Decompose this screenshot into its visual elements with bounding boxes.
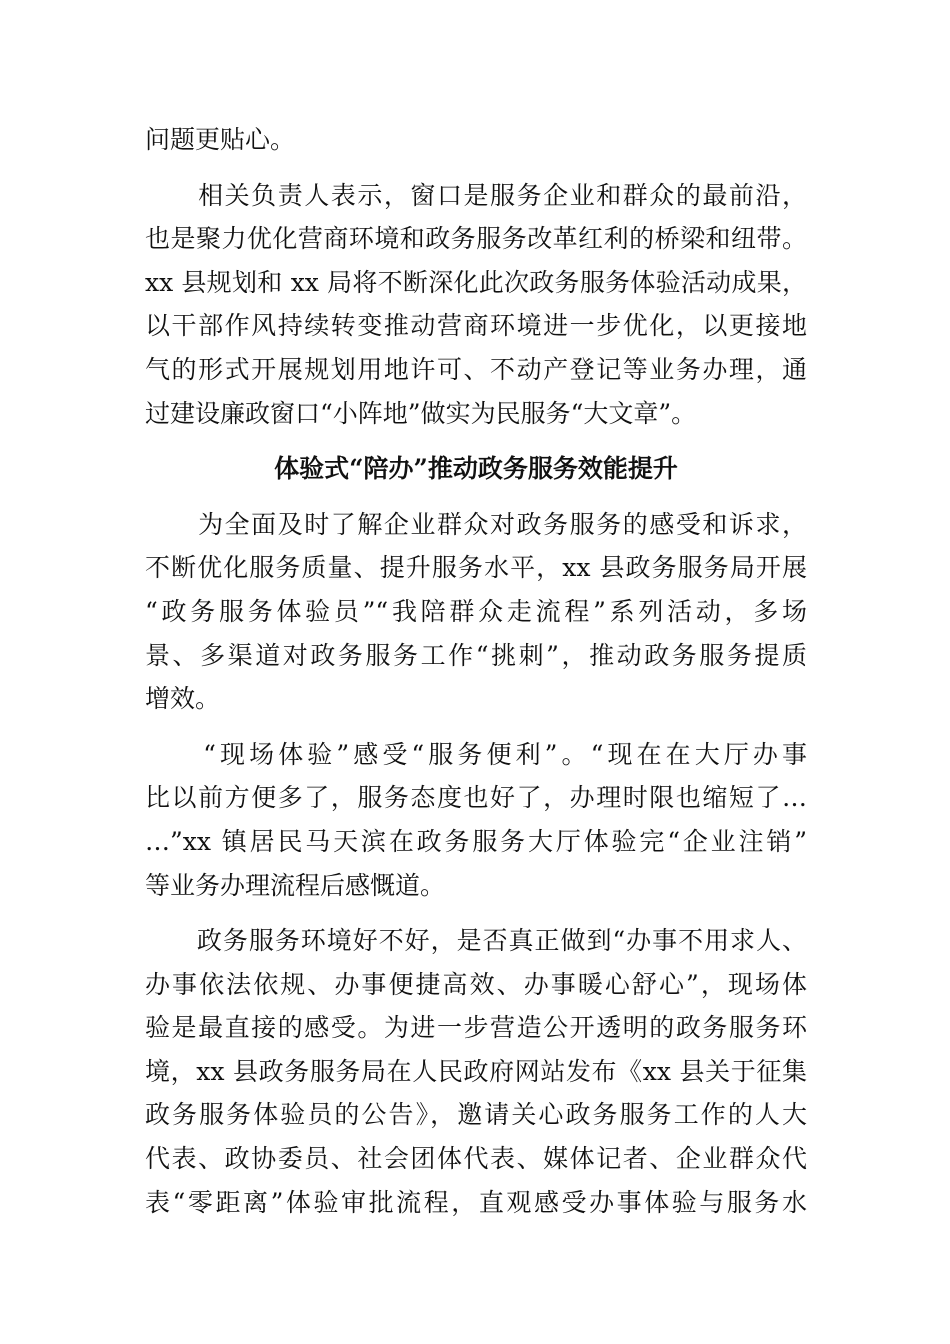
- text-line: 过建设廉政窗口“小阵地”做实为民服务“大文章”。: [145, 398, 697, 428]
- text-line: 境，xx 县政务服务局在人民政府网站发布《xx 县关于征集: [145, 1056, 807, 1086]
- document-body: [145, 118, 807, 1236]
- paragraph: [145, 174, 807, 436]
- paragraph: [145, 503, 807, 721]
- text-line: 相关负责人表示，窗口是服务企业和群众的最前沿，: [145, 180, 807, 210]
- paragraph: [145, 919, 807, 1224]
- text-line: 也是聚力优化营商环境和政务服务改革红利的桥梁和纽带。: [145, 224, 807, 254]
- text-line: 为全面及时了解企业群众对政务服务的感受和诉求，: [145, 509, 807, 539]
- text-line: 以干部作风持续转变推动营商环境进一步优化，以更接地: [145, 311, 807, 341]
- text-line: 气的形式开展规划用地许可、不动产登记等业务办理，通: [145, 354, 807, 384]
- text-line: …”xx 镇居民马天滨在政务服务大厅体验完“企业注销”: [145, 826, 807, 856]
- text-line: “现场体验”感受“服务便利”。“现在在大厅办事: [145, 739, 807, 769]
- text-line: 比以前方便多了，服务态度也好了，办理时限也缩短了…: [145, 783, 807, 813]
- text-line: 代表、政协委员、社会团体代表、媒体记者、企业群众代: [145, 1144, 807, 1174]
- text-line: 不断优化服务质量、提升服务水平，xx 县政务服务局开展: [145, 553, 807, 583]
- text-line: 政务服务环境好不好，是否真正做到“办事不用求人、: [145, 926, 807, 956]
- section-heading: 体验式“陪办”推动政务服务效能提升: [274, 454, 678, 484]
- text-line: 增效。: [145, 684, 221, 714]
- text-line: 政务服务体验员的公告》，邀请关心政务服务工作的人大: [145, 1100, 807, 1130]
- text-line: 等业务办理流程后感慨道。: [145, 870, 446, 900]
- text-line: 问题更贴心。: [145, 125, 296, 154]
- text-line: 景、多渠道对政务服务工作“挑刺”，推动政务服务提质: [145, 640, 807, 670]
- text-line: 验是最直接的感受。为进一步营造公开透明的政务服务环: [145, 1013, 807, 1043]
- text-line: 表“零距离”体验审批流程，直观感受办事体验与服务水: [145, 1187, 807, 1217]
- text-line: 办事依法依规、办事便捷高效、办事暖心舒心”，现场体: [145, 969, 807, 999]
- paragraph: [145, 733, 807, 907]
- paragraph: [145, 118, 807, 162]
- text-line: “政务服务体验员”“我陪群众走流程”系列活动，多场: [145, 596, 807, 626]
- text-line: xx 县规划和 xx 局将不断深化此次政务服务体验活动成果，: [145, 267, 807, 297]
